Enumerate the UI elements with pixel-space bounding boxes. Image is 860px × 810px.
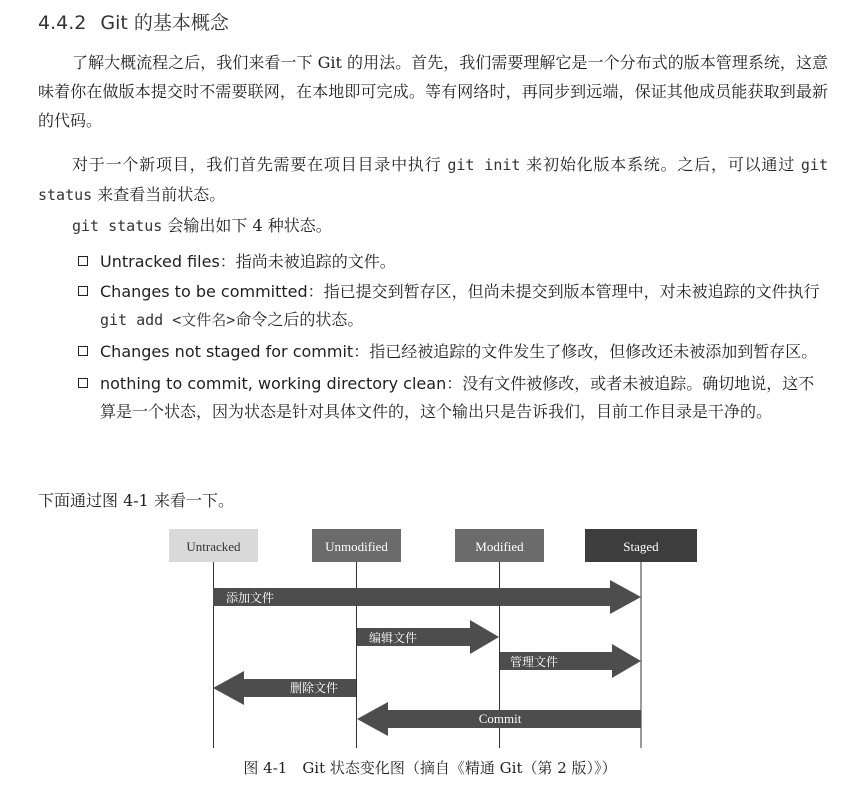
state-label-untracked: Untracked <box>186 539 241 554</box>
arrow-label-edit-file: 编辑文件 <box>369 631 418 645</box>
state-label-unmodified: Unmodified <box>325 539 388 554</box>
paragraph-figure-ref: 下面通过图 4-1 来看一下。 <box>38 491 234 510</box>
arrow-label-add-file: 添加文件 <box>226 591 275 605</box>
arrow-label-commit: Commit <box>478 711 522 726</box>
inline-code-git-add: git add <文件名> <box>100 311 236 329</box>
paragraph-intro: 了解大概流程之后，我们来看一下 Git 的用法。首先，我们需要理解它是一个分布式的版本管理系统，这意味着你在做版本提交时不需要联网，在本地即可完成。等有网络时，再同步到远端，保证其他成员能获取到最新的代码。 <box>38 53 828 130</box>
state-label-staged: Staged <box>623 539 659 554</box>
inline-code-git-status: git status <box>38 156 828 204</box>
arrow-label-manage-file: 管理文件 <box>510 655 559 669</box>
section-number: 4.4.2 <box>38 12 87 34</box>
state-label-modified: Modified <box>475 539 524 554</box>
status-term: Changes to be committed <box>100 282 308 301</box>
status-term: Untracked files <box>100 252 220 271</box>
status-description: 命令之后的状态。 <box>235 310 364 329</box>
section-title: Git 的基本概念 <box>100 12 229 34</box>
inline-code-git-status: git status <box>72 217 163 235</box>
paragraph-text: 来初始化版本系统。之后，可以通过 <box>520 155 801 174</box>
status-description: ：指已经被追踪的文件发生了修改，但修改还未被添加到暂存区。 <box>353 342 818 361</box>
status-term: Changes not staged for commit <box>100 342 354 361</box>
status-term: nothing to commit, working directory clean <box>100 374 447 393</box>
paragraph-text: 对于一个新项目，我们首先需要在项目目录中执行 <box>72 155 448 174</box>
paragraph-text: 会输出如下 4 种状态。 <box>162 216 332 235</box>
paragraph-text: 来查看当前状态。 <box>92 185 226 204</box>
figure-caption: 图 4-1 Git 状态变化图（摘自《精通 Git（第 2 版）》） <box>243 759 617 777</box>
arrow-label-delete-file: 删除文件 <box>290 681 339 695</box>
status-description: ：指已提交到暂存区，但尚未提交到版本管理中，对未被追踪的文件执行 <box>307 282 820 301</box>
arrow-add-file <box>213 580 641 614</box>
status-description: ：没有文件被修改，或者未被追踪。确切地说，这不算是一个状态，因为状态是针对具体文件的，这个输出只是告诉我们，目前工作目录是干净的。 <box>100 374 815 421</box>
status-description: ：指尚未被追踪的文件。 <box>219 252 396 271</box>
inline-code-git-init: git init <box>447 156 521 174</box>
